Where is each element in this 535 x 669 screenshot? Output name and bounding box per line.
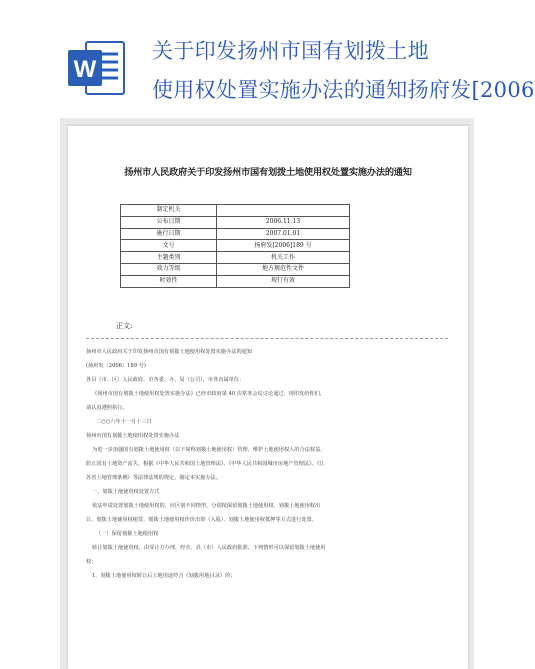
header-banner bbox=[0, 0, 535, 130]
body-line: 一、划拨土地使用权处置方式 bbox=[92, 489, 160, 495]
body-line: 让、划拨土地使用权租赁、划拨土地使用权作价出资（入股）、划拨土地使用权抵押等方式进行处置。 bbox=[86, 517, 317, 523]
word-icon-letter: W bbox=[73, 56, 97, 83]
body-line: 请认真遵照执行。 bbox=[86, 405, 128, 411]
body-line: 各县（市、区）人民政府，市各委、办、局（公司），市各直属单位： bbox=[86, 377, 245, 383]
meta-value: 2007.01.01 bbox=[217, 228, 350, 240]
meta-value: 2006.11.13 bbox=[217, 216, 350, 228]
body-line: 转让划拨土地使用权，由受让方办理，经市、县（市）人民政府批准，下列情形可以保留划拨土地使用 bbox=[92, 545, 326, 551]
body-line: 为进一步加强国有划拨土地使用权（以下简称划拨土地使用权）管理，维护土地使用权人的合法权益， bbox=[92, 447, 326, 453]
meta-label: 主题类别 bbox=[121, 252, 217, 264]
zhengwen-label: 正文: bbox=[116, 322, 133, 330]
body-line: 权： bbox=[86, 559, 97, 565]
body-line: （一）保留划拨土地使用权 bbox=[96, 531, 159, 537]
meta-value: 机关工作 bbox=[217, 252, 350, 264]
meta-label: 时效性 bbox=[121, 275, 217, 287]
meta-label: 制定机关 bbox=[121, 205, 217, 217]
table-row bbox=[121, 252, 350, 264]
divider bbox=[86, 338, 448, 339]
table-row bbox=[121, 240, 350, 252]
meta-value: 地方规范性文件 bbox=[217, 263, 350, 275]
meta-value: 现行有效 bbox=[217, 275, 350, 287]
body-line: 防止国有土地资产流失，根据《中华人民共和国土地管理法》、《中华人民共和国城市房地产管理法》、《江 bbox=[86, 461, 325, 467]
table-row bbox=[121, 275, 350, 287]
page-title-line-2: 使用权处置实施办法的通知扬府发[2006 bbox=[152, 78, 535, 102]
page-title-line-1: 关于印发扬州市国有划拨土地 bbox=[152, 39, 429, 63]
meta-value: 扬府发[2006]189 号 bbox=[217, 240, 350, 252]
body-line: 扬州市国有划拨土地使用权处置实施办法 bbox=[86, 433, 180, 439]
meta-label: 效力等级 bbox=[121, 263, 217, 275]
body-line: 苏省土地管理条例》等法律法规的规定，制定本实施办法。 bbox=[86, 475, 221, 481]
table-row bbox=[121, 263, 350, 275]
document-title: 扬州市人民政府关于印发扬州市国有划拨土地使用权处置实施办法的通知 bbox=[124, 167, 412, 178]
meta-label: 公布日期 bbox=[121, 216, 217, 228]
meta-label: 施行日期 bbox=[121, 228, 217, 240]
meta-value bbox=[217, 205, 350, 217]
body-line: 扬州市人民政府关于印发扬州市国有划拨土地使用权处置实施办法的通知 bbox=[86, 349, 253, 355]
meta-label: 文号 bbox=[121, 240, 217, 252]
body-line: (扬府发〔2006〕189 号) bbox=[86, 363, 146, 369]
table-row bbox=[121, 205, 350, 217]
body-line: 1、划拨土地使用权转让后土地用途符合《划拨用地目录》的； bbox=[92, 573, 236, 579]
body-line: 《扬州市国有划拨土地使用权处置实施办法》已经市政府第 40 次常务会议讨论通过，现印发给你们， bbox=[92, 391, 325, 397]
body-line: 二○○六年十一月十三日 bbox=[96, 419, 152, 425]
body-line: 依法申请处置划拨土地使用权的，应区别不同情形，分别按保留划拨土地使用权、划拨土地使用权出 bbox=[92, 503, 321, 509]
table-row bbox=[121, 228, 350, 240]
table-row bbox=[121, 216, 350, 228]
document-page bbox=[68, 126, 468, 669]
metadata-table bbox=[120, 204, 350, 288]
word-document-icon bbox=[66, 38, 128, 98]
